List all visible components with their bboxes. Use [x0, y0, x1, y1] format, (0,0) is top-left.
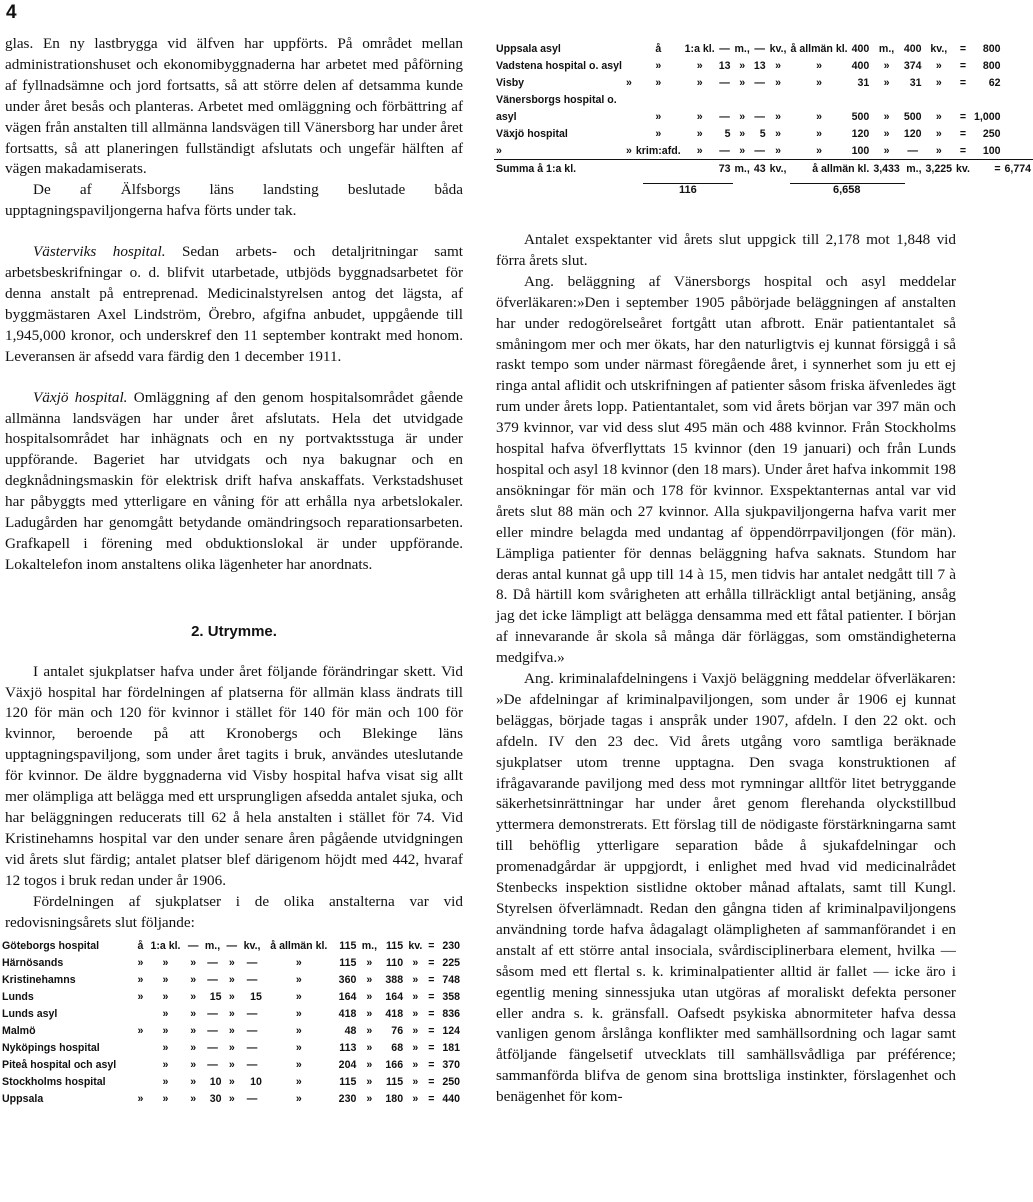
- summa-label: Summa å 1:a kl.: [494, 160, 717, 178]
- table-cell: »: [816, 144, 823, 157]
- summa-cell: kv.: [954, 160, 972, 178]
- table-cell: —: [246, 1007, 258, 1020]
- table-cell: »: [295, 1041, 302, 1054]
- right-column: [496, 230, 956, 1108]
- table-cell: »: [366, 1058, 373, 1071]
- table-cell: »: [935, 144, 942, 157]
- institution-name: Lunds asyl: [2, 1007, 58, 1020]
- table-cell: »: [295, 1092, 302, 1105]
- table-cell: —: [246, 1041, 258, 1054]
- table-cell: »: [162, 1075, 169, 1088]
- summa-cell: 3,225: [924, 160, 955, 178]
- table-cell: 164: [385, 990, 404, 1003]
- table-cell: »: [775, 76, 781, 89]
- left-column: [5, 34, 463, 933]
- table-cell: »: [228, 956, 235, 969]
- page-number: 4: [6, 2, 17, 23]
- table-cell: »: [655, 59, 662, 72]
- table-cell: »: [190, 956, 197, 969]
- summa-cell: å allmän kl.: [789, 160, 872, 178]
- table-cell: 31: [909, 76, 922, 89]
- table-cell: 100: [982, 144, 1001, 157]
- summa-row: [494, 160, 1033, 178]
- table-cell: 370: [442, 1058, 460, 1071]
- table-cell: »: [935, 59, 942, 72]
- subtotal-second: 6,658: [833, 184, 861, 196]
- table-cell: 13: [718, 59, 731, 72]
- table-cell: 115: [339, 956, 357, 969]
- table-cell: —: [754, 110, 765, 123]
- table-cell: —: [207, 1041, 218, 1054]
- table-cell: »: [190, 1024, 197, 1037]
- table-cell: [954, 91, 972, 108]
- table-cell: —: [719, 76, 730, 89]
- table-cell: 1:a kl.: [684, 42, 715, 55]
- table-cell: »: [295, 956, 302, 969]
- table-cell: å allmän kl.: [270, 939, 328, 952]
- table-cell: —: [207, 956, 218, 969]
- institution-name: Vänersborgs hospital o.: [496, 93, 617, 106]
- table-cell: »: [739, 110, 746, 123]
- table-cell: »: [162, 990, 169, 1003]
- table-cell: »: [137, 1092, 144, 1105]
- table-cell: 204: [338, 1058, 357, 1071]
- table-cell: kv.,: [243, 939, 261, 952]
- table-cell: »: [739, 127, 746, 140]
- summa-cell: 43: [752, 160, 768, 178]
- table-cell: »: [162, 1007, 169, 1020]
- table-cell: »: [366, 1041, 373, 1054]
- table-cell: »: [412, 1075, 419, 1088]
- table-row: [0, 937, 462, 954]
- table-cell: »: [295, 1058, 302, 1071]
- table-row: [0, 1073, 462, 1090]
- table-cell: [789, 91, 850, 108]
- table-cell: 400: [851, 59, 870, 72]
- table-row: [494, 125, 1033, 142]
- table-cell: »: [816, 127, 823, 140]
- table-cell: —: [207, 1058, 218, 1071]
- table-cell: 800: [982, 59, 1001, 72]
- table-cell: »: [137, 956, 144, 969]
- table-cell: kv.: [408, 939, 423, 952]
- table-cell: 388: [385, 973, 404, 986]
- table-cell: [624, 57, 634, 74]
- summa-cell: m.,: [733, 160, 752, 178]
- table-cell: å: [137, 939, 144, 952]
- summa-cell: 73: [717, 160, 733, 178]
- table-cell: —: [207, 973, 218, 986]
- table-cell: »: [366, 990, 373, 1003]
- table-cell: 166: [385, 1058, 404, 1071]
- table-cell: 31: [857, 76, 870, 89]
- table-cell: [135, 1073, 146, 1090]
- table-cell: 180: [385, 1092, 404, 1105]
- table-cell: »: [775, 144, 781, 157]
- table-cell: 113: [339, 1041, 357, 1054]
- table-cell: 250: [442, 1075, 460, 1088]
- table-cell: »: [228, 1092, 235, 1105]
- section-heading: 2. Utrymme.: [191, 622, 277, 640]
- table-cell: 181: [442, 1041, 460, 1054]
- table-cell: »: [696, 110, 703, 123]
- table-cell: 15: [209, 990, 222, 1003]
- table-cell: 62: [988, 76, 1001, 89]
- table-cell: =: [959, 59, 967, 72]
- summa-cell: =: [972, 160, 1003, 178]
- table-cell: 358: [442, 990, 460, 1003]
- table-cell: »: [739, 59, 746, 72]
- table-cell: m.,: [734, 42, 750, 55]
- table-cell: »: [228, 1024, 235, 1037]
- institution-name: »: [496, 144, 502, 157]
- table-cell: —: [719, 110, 730, 123]
- table-cell: [135, 1056, 146, 1073]
- table-cell: »: [775, 110, 781, 123]
- summa-cell: m.,: [902, 160, 924, 178]
- table-cell: =: [959, 127, 967, 140]
- vaxjo-paragraph: [5, 388, 463, 576]
- table-cell: 120: [903, 127, 922, 140]
- vaxjo-title: Växjö hospital.: [33, 388, 128, 406]
- institution-name: Uppsala: [2, 1092, 44, 1105]
- table-cell: 230: [442, 939, 460, 952]
- table-cell: »: [162, 1092, 169, 1105]
- table-cell: »: [775, 59, 781, 72]
- table-cell: 418: [338, 1007, 357, 1020]
- beds-table-right: [494, 40, 1032, 177]
- table-cell: »: [816, 59, 823, 72]
- institution-name: asyl: [496, 110, 517, 123]
- table-cell: —: [246, 1092, 258, 1105]
- table-cell: =: [428, 939, 435, 952]
- table-cell: 110: [386, 956, 404, 969]
- table-cell: =: [428, 973, 435, 986]
- table-cell: 418: [385, 1007, 404, 1020]
- table-row: [0, 1022, 462, 1039]
- table-cell: krim:afd.: [635, 144, 681, 157]
- table-cell: —: [754, 76, 765, 89]
- institution-name: Härnösands: [2, 956, 64, 969]
- table-cell: [135, 1005, 146, 1022]
- table-cell: 30: [209, 1092, 222, 1105]
- summa-cell: kv.,: [768, 160, 789, 178]
- table-cell: =: [428, 1092, 435, 1105]
- table-cell: »: [228, 1007, 235, 1020]
- vastervik-paragraph: [5, 242, 463, 367]
- table-cell: »: [295, 1075, 302, 1088]
- table-cell: »: [228, 1075, 235, 1088]
- table-cell: »: [412, 1041, 419, 1054]
- table-cell: »: [137, 973, 144, 986]
- table-cell: 440: [442, 1092, 460, 1105]
- table-cell: »: [162, 973, 169, 986]
- table-cell: 48: [344, 1024, 357, 1037]
- table-cell: —: [207, 1024, 218, 1037]
- table-cell: å allmän kl.: [790, 42, 848, 55]
- table-cell: »: [655, 110, 662, 123]
- table-cell: 250: [982, 127, 1001, 140]
- table-cell: 115: [339, 939, 357, 952]
- table-cell: »: [228, 990, 235, 1003]
- table-cell: —: [187, 939, 199, 952]
- table-cell: »: [739, 76, 746, 89]
- institution-name: Visby: [496, 76, 525, 89]
- table-cell: [683, 91, 717, 108]
- table-cell: —: [246, 956, 258, 969]
- table-cell: »: [190, 1007, 197, 1020]
- institution-name: Vadstena hospital o. asyl: [496, 59, 622, 72]
- table-cell: »: [883, 59, 890, 72]
- table-cell: 124: [442, 1024, 460, 1037]
- table-cell: 76: [391, 1024, 404, 1037]
- table-cell: 225: [442, 956, 460, 969]
- table-cell: 5: [759, 127, 766, 140]
- table-cell: —: [719, 144, 730, 157]
- table-cell: 164: [338, 990, 357, 1003]
- table-cell: »: [190, 1075, 197, 1088]
- table-cell: 68: [391, 1041, 404, 1054]
- table-cell: 400: [903, 42, 922, 55]
- table-cell: »: [935, 110, 942, 123]
- table-cell: »: [366, 1007, 373, 1020]
- table-cell: 374: [903, 59, 922, 72]
- paragraph: Ang. kriminalafdelningens i Vaxjö beläggning meddelar öfverläkaren: »De afdelningar af kriminalpaviljongen, som under år 1906 ej kunnat beläggas, började tagas i anspråk under 1907, afdeln. I den 22 okt. och afdeln. IV den 23 dec. Vid årets utgång voro samtliga beräknade sjukplatser utom trenne upptagna. Den svaga konstruktionen af ifrågavarande paviljong med dess mot rymningar alltför litet betryggande säkerhetsinrättningar har under året genom flerehanda olyckstillbud yttermera demonstrerats. Ett förslag till de nödigaste förstärkningarna samt till behöflig ytterligare separation både å sjukafdelningar och promenadgårdar är uppgjordt, i enlighet med hvad vid medicinalrådet Stenbecks inspektion sistlidne oktober månad aftalats, samt till Kungl. Styrelsen öfverlämnadt. Redan den gångna tiden af kriminalpaviljongens användning torde hafva ådagalagt olämpligheten af sammanförandet i en anstalt af ett större antal insociala, svårdisciplinerbara element, hvilka — såsom med ett flertal s. k. kriminalpatienter alltid är fallet — icke äro i egentlig mening sinnessjuka utan utgöras af moraliskt defekta personer eller andra s. k. gränsfall. Oafsedt psykiska abnormiteter hafva dessa vanligen genom årslånga konflikter med samhällsordning och lagar samt åtföljande fängelsetif utvecklats till samhällsvådliga par préférence; sammanförda blifva de genom sina brottsliga instinkter, förslagenhet och benägenhet för kom-: [496, 670, 956, 1106]
- table-cell: [624, 40, 634, 57]
- table-cell: »: [655, 76, 662, 89]
- table-cell: [871, 91, 902, 108]
- table-cell: »: [190, 1058, 197, 1071]
- table-cell: =: [428, 1007, 435, 1020]
- table-cell: [850, 91, 872, 108]
- table-cell: »: [412, 1058, 419, 1071]
- table-cell: »: [295, 990, 302, 1003]
- vastervik-text: Sedan arbets- och detaljritningar samt arbetsbeskrifningar o. d. blifvit utarbetade, utbjöds byggnadsarbetet för denna anstalt på entreprenad. Medicinalstyrelsen antog det lägsta, af byggmästaren Axel Lindström, Örebro, afgifna anbudet, uppgående till 1,945,000 kronor, och underskref den 11 september kontrakt med honom. Leveransen är afsedd vara färdig den 1 december 1911.: [5, 243, 463, 365]
- table-cell: kv.,: [769, 42, 787, 55]
- paragraph: I antalet sjukplatser hafva under året följande förändringar skett. Vid Växjö hospital har fördelningen af platserna för allmän klass ändrats till 120 för män och 120 för kvinnor i stället för 140 för män och 100 för kvinnor, beroende på att Kronobergs och Blekinge läns upptagningspaviljong, som under året tagits i bruk, användes uteslutande för kvinnor. De äldre byggnaderna vid Visby hospital hafva visat sig allt mer olämpliga att belägga med ett ursprungligen afsedda antalet sjuka, och har beläggningen reducerats till 62 å hela anstalten i stället för 74. Vid Kristinehamns hospital var den under senare åren pågående utvidgningen vid årets slut färdig; antalet platser blef därigenom höjdt med 442, hvaraf 12 togos i bruk redan under år 1906.: [5, 662, 463, 889]
- table-cell: »: [366, 1024, 373, 1037]
- table-cell: [634, 91, 683, 108]
- table-cell: =: [428, 1058, 435, 1071]
- beds-table: [0, 937, 462, 1107]
- table-row: [494, 57, 1033, 74]
- table-cell: [624, 108, 634, 125]
- table-cell: »: [412, 1092, 419, 1105]
- table-cell: [752, 91, 768, 108]
- table-cell: »: [162, 1024, 169, 1037]
- table-cell: —: [246, 1058, 258, 1071]
- table-cell: 1,000: [973, 110, 1001, 123]
- table-cell: [924, 91, 955, 108]
- table-cell: »: [366, 1075, 373, 1088]
- summa-cell: 6,774: [1003, 160, 1033, 178]
- table-row: [0, 988, 462, 1005]
- table-cell: »: [412, 1007, 419, 1020]
- table-row: [0, 971, 462, 988]
- table-cell: 500: [851, 110, 870, 123]
- table-cell: —: [754, 144, 765, 157]
- vaxjo-text: Omläggning af den genom hospitalsområdet gående allmänna landsvägen har under året afslutats. Hela det utvidgade hospitalsområdet har inhägnats och en ny portvaktsstuga är under uppförande. Bageriet har utvidgats och nya bakugnar och en degknådningsmaskin för elektrisk drift hafva anskaffats. Verkstadshuset har påbyggts med ytterligare en våning för att erhålla nya arbetslokaler. Ladugården har genomgått betydande omändringsoch reparationsarbeten. Grafkapell i förening med obduktionslokal är under uppförande. Lokaltelefon inom anstaltens olika lägenheter har anordnats.: [5, 388, 463, 573]
- table-cell: [717, 91, 733, 108]
- table-cell: »: [366, 1092, 373, 1105]
- table-cell: »: [696, 144, 703, 157]
- table-cell: =: [959, 42, 967, 55]
- table-cell: »: [366, 973, 373, 986]
- table-cell: »: [412, 973, 419, 986]
- table-cell: m.,: [878, 42, 895, 55]
- table-cell: »: [295, 1024, 302, 1037]
- table-cell: 115: [386, 1075, 404, 1088]
- table-cell: m.,: [361, 939, 378, 952]
- table-cell: =: [959, 110, 967, 123]
- table-cell: »: [883, 127, 890, 140]
- table-cell: »: [775, 127, 781, 140]
- table-cell: »: [190, 1041, 197, 1054]
- paragraph: Ang. beläggning af Vänersborgs hospital och asyl meddelar öfverläkaren:»Den i september 1905 påbörjade beläggningen af anstalten har under redogörelseåret fortgått utan afbrott. Enär patientantalet så småningom mer och mer ökats, har den naturligtvis ej kunnat försiggå i så raskt tempo som under närmast föregående året, i synnerhet som ju ett ej ringa antal aflidit och utskrifningen af patienter såsom friska äfvenledes ägt rum under årets lopp. Patientantalet, som vid årets början var 397 män och 379 kvinnor, var vid dess slut 495 män och 488 kvinnor. Från Stockholms hospital hafva öfverflyttats 15 kvinnor (den 19 januari) och från Lunds hospital och asyl 18 kvinnor (den 18 mars). Under året hafva inkommit 198 ansökningar för män och 178 för kvinnor. Exspektanternas antal var vid årets slut 88 män och 27 kvinnor. Alla sjukpaviljongerna hafva varit mer eller mindre belagda med undantag af öppendörrpaviljongen (för män). Lämpliga patienter för dennas beläggning hafva saknats. Stundom har deras antal kunnat gå upp till 14 à 15, men tidvis har antalet nedgått till 7 à 8. Då härtill kom svårigheten att erhålla tillräckligt antal betjäning, ansåg jag det icke lämpligt att belägga densamma med ett fåtal patienter. I början af innevarande år skola så många där förläggas, som omständigheterna medgifva.»: [496, 272, 956, 667]
- table-cell: »: [137, 990, 144, 1003]
- table-cell: 10: [209, 1075, 222, 1088]
- table-row: [0, 1039, 462, 1056]
- table-cell: »: [883, 110, 890, 123]
- table-cell: »: [162, 956, 169, 969]
- table-cell: 400: [851, 42, 870, 55]
- institution-name: Växjö hospital: [496, 127, 568, 140]
- table-cell: [733, 91, 752, 108]
- table-cell: »: [655, 127, 662, 140]
- table-cell: 748: [442, 973, 460, 986]
- table-cell: »: [190, 1092, 197, 1105]
- table-row: [0, 1005, 462, 1022]
- table-cell: »: [137, 1024, 144, 1037]
- beds-table-continued: [494, 40, 1033, 177]
- table-cell: »: [696, 127, 703, 140]
- table-row: [0, 954, 462, 971]
- table-cell: [624, 91, 634, 108]
- table-row: [494, 40, 1033, 57]
- table-cell: »: [162, 1041, 169, 1054]
- table-cell: —: [246, 973, 258, 986]
- table-cell: kv.,: [930, 42, 948, 55]
- table-cell: »: [739, 144, 746, 157]
- institution-name: Malmö: [2, 1024, 36, 1037]
- table-cell: »: [626, 76, 632, 89]
- table-row: [0, 1090, 462, 1107]
- table-cell: »: [696, 59, 703, 72]
- table-cell: å: [655, 42, 662, 55]
- table-row: [494, 91, 1033, 108]
- table-cell: 836: [442, 1007, 460, 1020]
- table-cell: —: [754, 42, 765, 55]
- table-cell: [624, 125, 634, 142]
- table-cell: =: [428, 1024, 435, 1037]
- table-row: [494, 108, 1033, 125]
- table-cell: =: [428, 1041, 435, 1054]
- table-cell: 115: [339, 1075, 357, 1088]
- table-cell: =: [428, 990, 435, 1003]
- paragraph: Antalet exspektanter vid årets slut uppgick till 2,178 mot 1,848 vid förra årets slut.: [496, 231, 956, 269]
- paragraph: Fördelningen af sjukplatser i de olika anstalterna var vid redovisningsårets slut följande:: [5, 892, 463, 931]
- table-cell: 115: [386, 939, 404, 952]
- table-row: [494, 74, 1033, 91]
- table-cell: »: [883, 76, 890, 89]
- institution-name: Uppsala asyl: [496, 42, 561, 55]
- table-cell: [135, 1039, 146, 1056]
- table-cell: »: [366, 956, 373, 969]
- table-cell: 100: [851, 144, 870, 157]
- table-cell: »: [228, 973, 235, 986]
- table-cell: [768, 91, 789, 108]
- table-cell: »: [816, 110, 823, 123]
- institution-name: Göteborgs hospital: [2, 939, 100, 952]
- table-row: [494, 142, 1033, 160]
- table-cell: =: [428, 956, 435, 969]
- table-cell: »: [816, 76, 823, 89]
- table-cell: [902, 91, 924, 108]
- table-cell: 13: [753, 59, 766, 72]
- table-cell: »: [935, 127, 942, 140]
- table-cell: »: [696, 76, 703, 89]
- table-cell: m.,: [204, 939, 221, 952]
- table-cell: »: [935, 76, 942, 89]
- table-cell: 5: [724, 127, 731, 140]
- paragraph: De af Älfsborgs läns landsting beslutade båda upptagningspaviljongerna hafva förts under tak.: [5, 181, 463, 220]
- table-cell: 360: [338, 973, 357, 986]
- table-cell: 230: [338, 1092, 357, 1105]
- institution-name: Stockholms hospital: [2, 1075, 106, 1088]
- table-cell: »: [228, 1041, 235, 1054]
- table-cell: —: [246, 1024, 258, 1037]
- beds-table-left: [0, 937, 462, 1107]
- table-cell: »: [883, 144, 890, 157]
- vastervik-title: Västerviks hospital.: [33, 243, 166, 261]
- subtotal-first: 116: [679, 184, 697, 196]
- table-cell: —: [907, 144, 918, 157]
- table-cell: »: [412, 990, 419, 1003]
- table-cell: —: [207, 1007, 218, 1020]
- table-cell: 800: [982, 42, 1001, 55]
- table-row: [0, 1056, 462, 1073]
- institution-name: Lunds: [2, 990, 34, 1003]
- table-cell: »: [412, 956, 419, 969]
- table-cell: »: [626, 144, 632, 157]
- paragraph: glas. En ny lastbrygga vid älfven har uppförts. På området mellan administrationshuset och ekonomibyggnaderna har arbetet med påförning af fyllnadsämne och jord fortsatts, så att större delen af detsamma kunde under året besås och planteras. Arbetet med omläggning och förbättring af vägen från anstalten till allmänna landsvägen till Vänersborg har under året fortsatts, så att planeringen fullständigt afslutats och ungefär hälften af vägen makadamiserats.: [5, 35, 463, 178]
- table-cell: [972, 91, 1003, 108]
- table-cell: »: [228, 1058, 235, 1071]
- table-cell: =: [959, 76, 967, 89]
- table-cell: 1:a kl.: [150, 939, 181, 952]
- table-cell: 120: [851, 127, 870, 140]
- table-cell: »: [190, 973, 197, 986]
- table-cell: »: [295, 973, 302, 986]
- institution-name: Piteå hospital och asyl: [2, 1058, 117, 1071]
- summa-cell: 3,433: [871, 160, 902, 178]
- institution-name: Nyköpings hospital: [2, 1041, 100, 1054]
- table-cell: —: [719, 42, 730, 55]
- table-cell: —: [226, 939, 238, 952]
- table-cell: 15: [250, 990, 262, 1003]
- institution-name: Kristinehamns: [2, 973, 76, 986]
- table-cell: =: [428, 1075, 435, 1088]
- table-cell: 10: [250, 1075, 262, 1088]
- table-cell: »: [295, 1007, 302, 1020]
- table-cell: »: [190, 990, 197, 1003]
- table-cell: »: [412, 1024, 419, 1037]
- table-cell: »: [162, 1058, 169, 1071]
- table-cell: 500: [903, 110, 922, 123]
- table-cell: =: [959, 144, 967, 157]
